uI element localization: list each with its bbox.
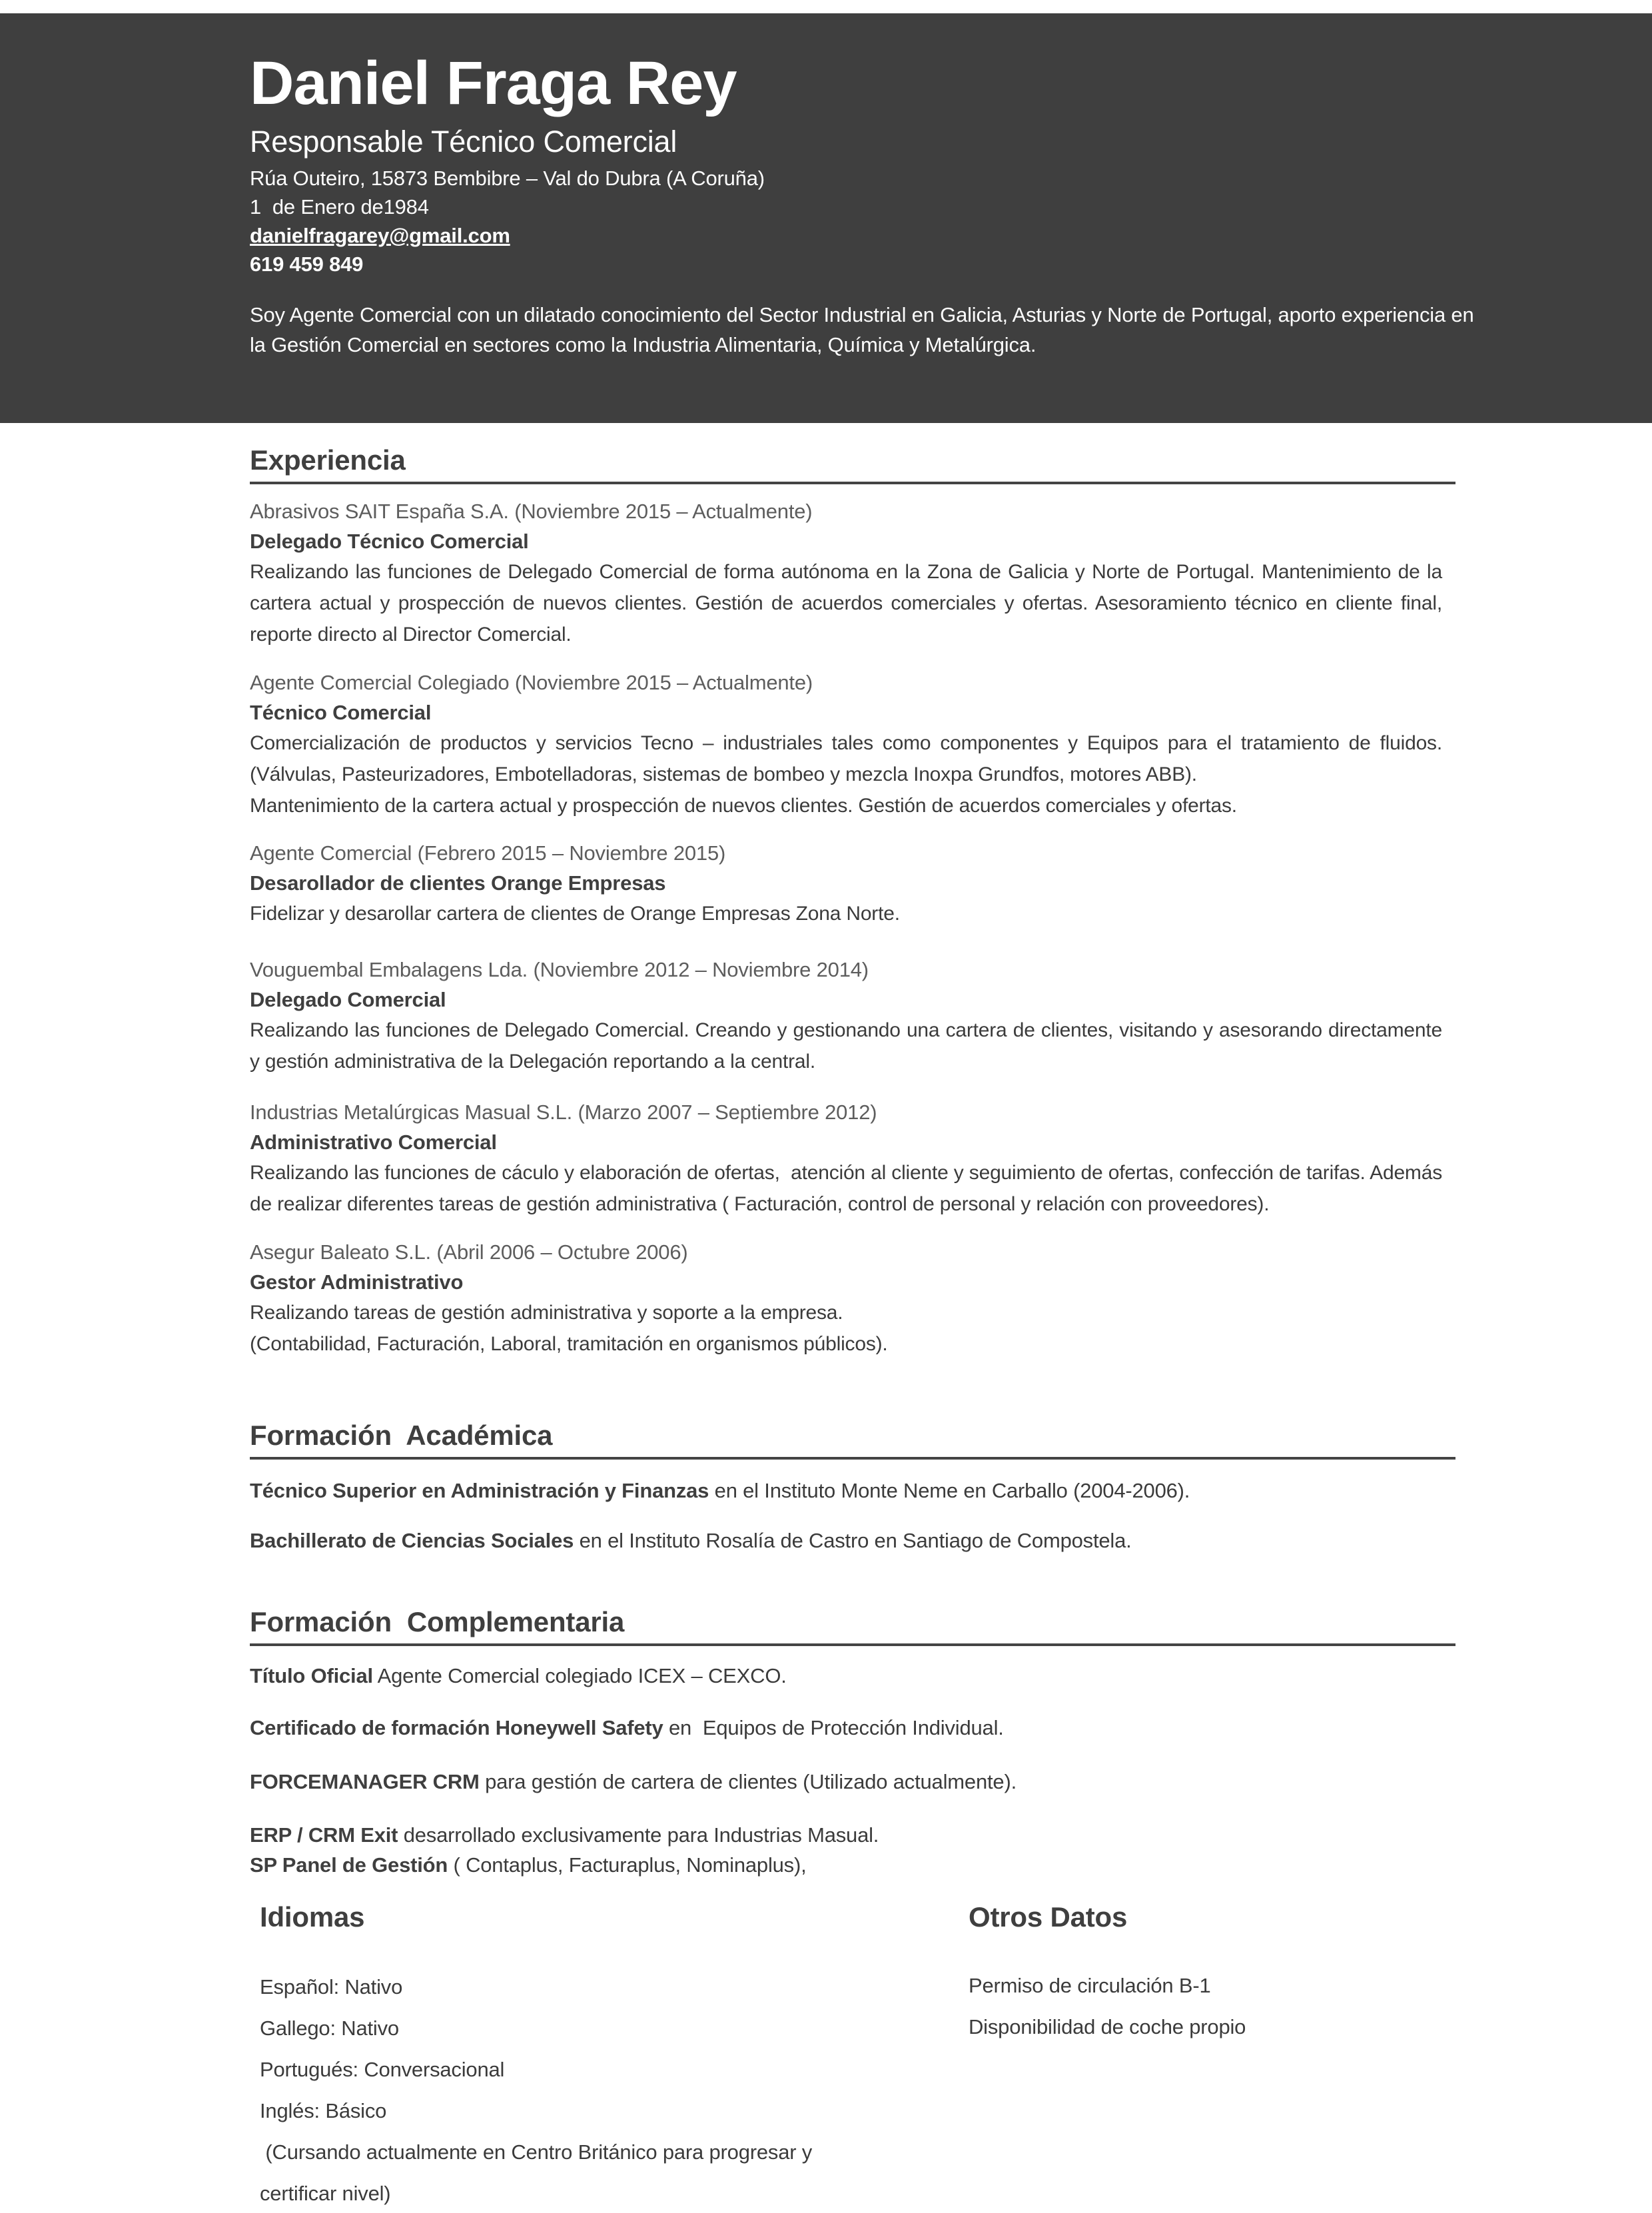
- job-role: Desarollador de clientes Orange Empresas: [250, 871, 666, 895]
- complementary-item: [250, 1767, 1455, 1797]
- job-entry: [250, 838, 1455, 929]
- section-education: [250, 1420, 1455, 1555]
- job-company-dates: Asegur Baleato S.L. (Abril 2006 – Octubre 2006): [250, 1240, 688, 1264]
- complementary-divider: [250, 1643, 1455, 1646]
- job-description: (Contabilidad, Facturación, Laboral, tramitación en organismos públicos).: [250, 1333, 888, 1355]
- other-data-item: Disponibilidad de coche propio: [969, 2015, 1246, 2038]
- job-company-dates: Industrias Metalúrgicas Masual S.L. (Marzo 2007 – Septiembre 2012): [250, 1101, 877, 1124]
- job-company-dates: Abrasivos SAIT España S.A. (Noviembre 2015 – Actualmente): [250, 500, 813, 523]
- job-entry: [250, 667, 1455, 821]
- contact-block: [250, 164, 1652, 278]
- section-complementary-training: [250, 1606, 1455, 1880]
- job-entry: [250, 1237, 1455, 1360]
- job-description: Realizando las funciones de cáculo y elaboración de ofertas, atención al cliente y seguimiento de ofertas, confección de tarifas. Además de realizar diferentes tareas de gestión administrativa ( Facturación, control de personal y relación con proveedores).: [250, 1162, 1448, 1215]
- complementary-item-detail: para gestión de cartera de clientes (Utilizado actualmente).: [479, 1770, 1017, 1793]
- email-line: [250, 221, 1652, 250]
- education-heading: Formación Académica: [250, 1420, 553, 1451]
- job-role: Delegado Comercial: [250, 988, 446, 1011]
- section-experience: [250, 444, 1455, 1360]
- bottom-columns: [250, 1901, 1455, 2213]
- job-entry: [250, 955, 1455, 1077]
- job-description: Realizando las funciones de Delegado Comercial de forma autónoma en la Zona de Galicia y Norte de Portugal. Mantenimiento de la cartera actual y prospección de nuevos clientes. Gestión de acuerdos comerciales y ofertas. Asesoramiento técnico en cliente final, reporte directo al Director Comercial.: [250, 561, 1442, 646]
- complementary-item-title: Certificado de formación Honeywell Safety: [250, 1716, 663, 1739]
- cv-body: [250, 423, 1455, 2213]
- education-item-detail: en el Instituto Rosalía de Castro en Santiago de Compostela.: [574, 1529, 1132, 1552]
- job-description: Fidelizar y desarollar cartera de clientes de Orange Empresas Zona Norte.: [250, 903, 900, 925]
- job-entry: [250, 496, 1455, 650]
- languages-heading: Idiomas: [260, 1901, 365, 1933]
- header-band: [0, 13, 1652, 423]
- job-role: Gestor Administrativo: [250, 1270, 464, 1294]
- education-divider: [250, 1457, 1455, 1460]
- person-name: Daniel Fraga Rey: [250, 49, 737, 117]
- education-item-title: Bachillerato de Ciencias Sociales: [250, 1529, 574, 1552]
- job-role: Técnico Comercial: [250, 701, 432, 724]
- experience-heading: Experiencia: [250, 444, 406, 476]
- section-other-data: [969, 1901, 1246, 2042]
- complementary-item-title: SP Panel de Gestión: [250, 1853, 448, 1877]
- complementary-item-title: FORCEMANAGER CRM: [250, 1770, 480, 1793]
- language-item-note: (Cursando actualmente en Centro Británico para progresar y: [260, 2140, 813, 2164]
- job-company-dates: Agente Comercial (Febrero 2015 – Noviembre 2015): [250, 841, 726, 865]
- birthdate-line: 1 de Enero de1984: [250, 195, 429, 219]
- profile-summary: Soy Agente Comercial con un dilatado conocimiento del Sector Industrial en Galicia, Asturias y Norte de Portugal, aporto experiencia en la Gestión Comercial en sectores como la Industria Alimentaria, Química y Metalúrgica.: [250, 303, 1474, 356]
- complementary-item-detail: desarrollado exclusivamente para Industrias Masual.: [398, 1823, 879, 1847]
- complementary-item-detail: en Equipos de Protección Individual.: [663, 1716, 1004, 1739]
- job-company-dates: Vouguembal Embalagens Lda. (Noviembre 2012 – Noviembre 2014): [250, 958, 869, 981]
- job-description: Comercialización de productos y servicios Tecno – industriales tales como componentes y Equipos para el tratamiento de fluidos. (Válvulas, Pasteurizadores, Embotelladoras, sistemas de bombeo y mezcla Inoxpa Grundfos, motores ABB).: [250, 732, 1442, 785]
- education-item: [250, 1476, 1455, 1506]
- other-data-heading: Otros Datos: [969, 1901, 1128, 1933]
- other-data-item: Permiso de circulación B-1: [969, 1974, 1211, 1997]
- complementary-item: [250, 1661, 1455, 1691]
- complementary-item-title: Título Oficial: [250, 1664, 373, 1687]
- complementary-item-detail: ( Contaplus, Facturaplus, Nominaplus),: [448, 1853, 807, 1877]
- person-title: Responsable Técnico Comercial: [250, 125, 677, 159]
- language-item: Portugués: Conversacional: [260, 2058, 505, 2081]
- complementary-item: [250, 1850, 1455, 1880]
- section-languages: [260, 1901, 1455, 2208]
- job-role: Administrativo Comercial: [250, 1130, 497, 1154]
- job-description: Realizando las funciones de Delegado Comercial. Creando y gestionando una cartera de clientes, visitando y asesorando directamente y gestión administrativa de la Delegación reportando a la central.: [250, 1019, 1442, 1073]
- language-item: Inglés: Básico: [260, 2099, 387, 2122]
- complementary-item-title: ERP / CRM Exit: [250, 1823, 398, 1847]
- email-link[interactable]: danielfragarey@gmail.com: [250, 224, 510, 247]
- education-item-detail: en el Instituto Monte Neme en Carballo (2004-2006).: [709, 1479, 1190, 1502]
- complementary-item-detail: Agente Comercial colegiado ICEX – CEXCO.: [372, 1664, 787, 1687]
- job-entry: [250, 1097, 1455, 1220]
- address-line: Rúa Outeiro, 15873 Bembibre – Val do Dubra (A Coruña): [250, 167, 765, 190]
- complementary-item: [250, 1713, 1455, 1743]
- job-company-dates: Agente Comercial Colegiado (Noviembre 2015 – Actualmente): [250, 671, 813, 694]
- phone-line: 619 459 849: [250, 252, 364, 276]
- language-item: Español: Nativo: [260, 1975, 403, 1998]
- education-item-title: Técnico Superior en Administración y Finanzas: [250, 1479, 709, 1502]
- job-role: Delegado Técnico Comercial: [250, 530, 529, 553]
- job-description: Realizando tareas de gestión administrativa y soporte a la empresa.: [250, 1302, 843, 1324]
- experience-divider: [250, 482, 1455, 484]
- complementary-item: [250, 1820, 1455, 1850]
- language-item: Gallego: Nativo: [260, 2016, 399, 2040]
- job-description: Mantenimiento de la cartera actual y prospección de nuevos clientes. Gestión de acuerdos comerciales y ofertas.: [250, 795, 1237, 817]
- education-item: [250, 1526, 1455, 1555]
- language-item-note: certificar nivel): [260, 2182, 391, 2205]
- complementary-heading: Formación Complementaria: [250, 1606, 625, 1637]
